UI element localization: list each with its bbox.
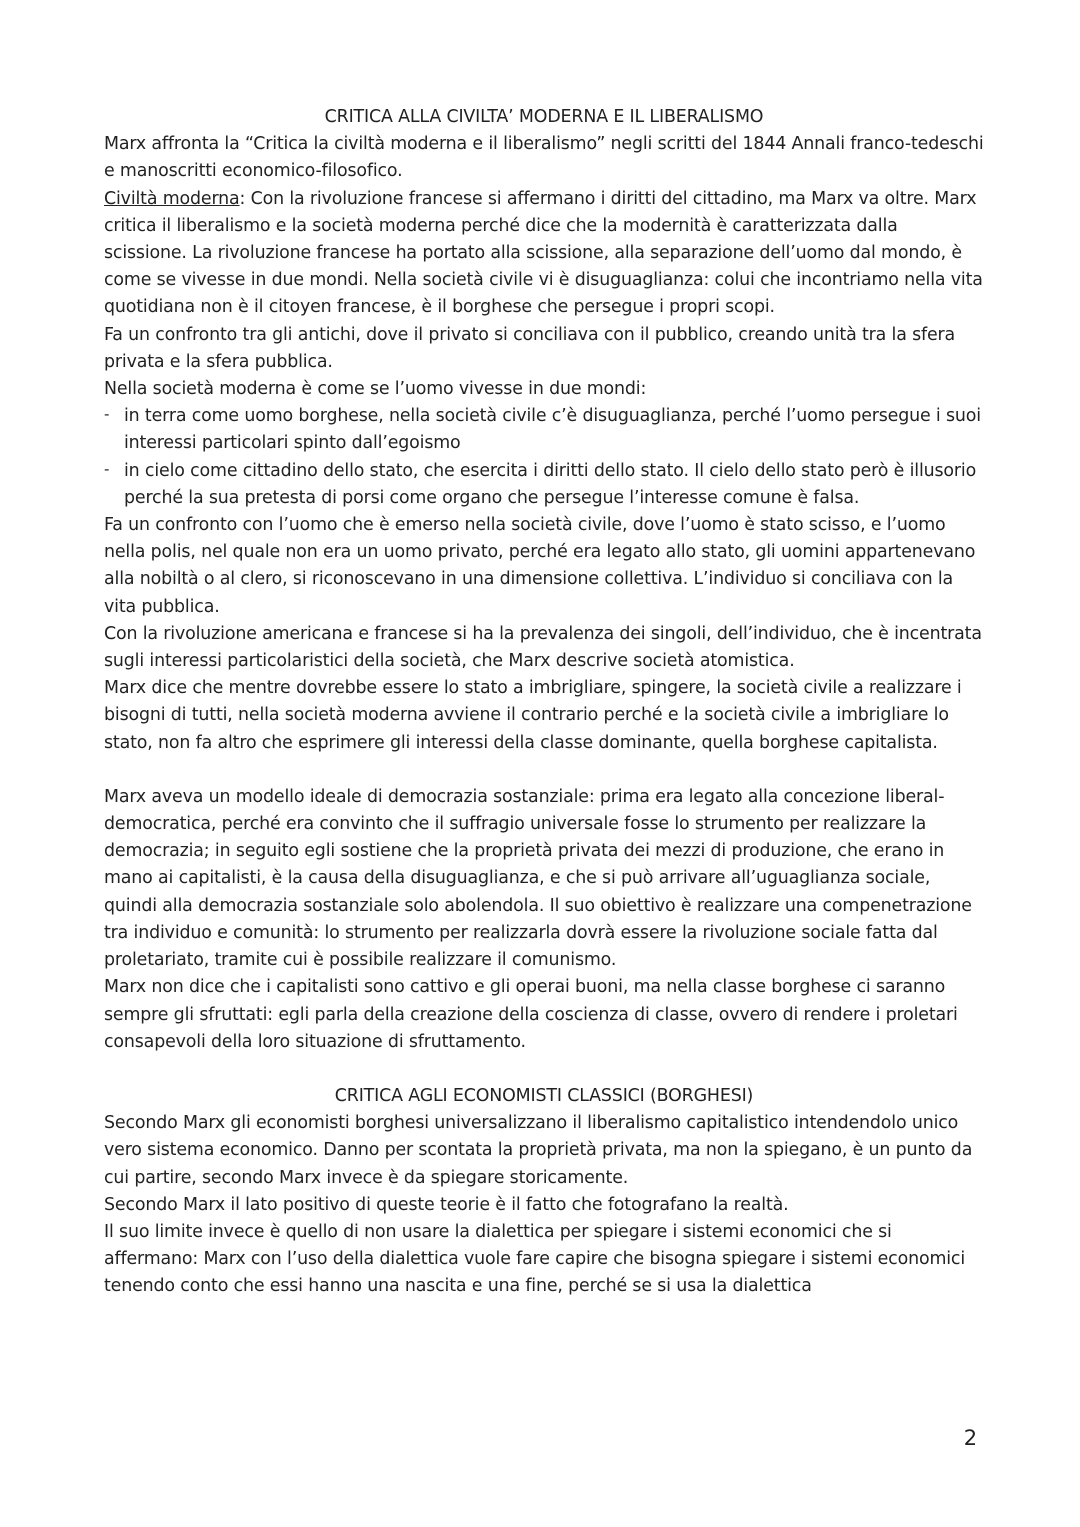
paragraph: Fa un confronto tra gli antichi, dove il privato si conciliava con il pubblico, creando unità tra la sfera privata e la sfera pubblica. — [104, 324, 956, 372]
section-title-classical-economists: CRITICA AGLI ECONOMISTI CLASSICI (BORGHESI) — [334, 1085, 754, 1106]
paragraph-text: : Con la rivoluzione francese si affermano i diritti del cittadino, ma Marx va oltre. Marx critica il liberalismo e la società moderna perché dice che la modernità è caratterizzata dalla scissione. La rivoluzione francese ha portato alla scissione, alla separazione dell’uomo dal mondo, è come se vivesse in due mondi. Nella società civile vi è disuguaglianza: colui che incontriamo nella vita quotidiana non è il citoyen francese, è il borghese che persegue i propri scopi. — [104, 188, 983, 318]
spacer — [104, 1056, 984, 1083]
paragraph: Nella società moderna è come se l’uomo vivesse in due mondi: — [104, 379, 647, 400]
spacer — [104, 757, 984, 784]
underlined-term: Civiltà moderna — [104, 188, 240, 209]
paragraph: Marx affronta la “Critica la civiltà moderna e il liberalismo” negli scritti del 1844 Annali franco-tedeschi e manoscritti economico-filosofico. — [104, 134, 984, 182]
list-item: - in terra come uomo borghese, nella società civile c’è disuguaglianza, perché l’uomo persegue i suoi interessi particolari spinto dall’egoismo — [104, 403, 984, 457]
paragraph: Marx dice che mentre dovrebbe essere lo stato a imbrigliare, spingere, la società civile a realizzare i bisogni di tutti, nella società moderna avviene il contrario perché e la società civile a imbrigliare lo stato, non fa altro che esprimere gli interessi della classe dominante, quella borghese capitalista. — [104, 678, 962, 753]
paragraph: Secondo Marx gli economisti borghesi universalizzano il liberalismo capitalistico intendendolo unico vero sistema economico. Danno per scontata la proprietà privata, ma non la spiegano, è un punto da cui partire, secondo Marx invece è da spiegare storicamente. — [104, 1113, 973, 1188]
paragraph: Con la rivoluzione americana e francese si ha la prevalenza dei singoli, dell’individuo, che è incentrata sugli interessi particolaristici della società, che Marx descrive società atomistica. — [104, 623, 982, 672]
paragraph: Il suo limite invece è quello di non usare la dialettica per spiegare i sistemi economici che si affermano: Marx con l’uso della dialettica vuole fare capire che bisogna spiegare i sistemi economici tenendo conto che essi hanno una nascita e una fine, perché se si usa la dialettica — [104, 1221, 966, 1297]
dash-list — [104, 403, 984, 512]
paragraph: Fa un confronto con l’uomo che è emerso nella società civile, dove l’uomo è stato scisso, e l’uomo nella polis, nel quale non era un uomo privato, perché era legato allo stato, gli uomini appartenevano alla nobiltà o al clero, si riconoscevano in una dimensione collettiva. L’individuo si conciliava con la vita pubblica. — [104, 515, 976, 617]
paragraph: Marx non dice che i capitalisti sono cattivo e gli operai buoni, ma nella classe borghese ci saranno sempre gli sfruttati: egli parla della creazione della coscienza di classe, ovvero di rendere i proletari consapevoli della loro situazione di sfruttamento. — [104, 977, 958, 1052]
paragraph: Secondo Marx il lato positivo di queste teorie è il fatto che fotografano la realtà. — [104, 1194, 789, 1215]
paragraph: Marx aveva un modello ideale di democrazia sostanziale: prima era legato alla concezione liberal-democratica, perché era convinto che il suffragio universale fosse lo strumento per realizzare la democrazia; in seguito egli sostiene che la proprietà privata dei mezzi di produzione, che erano in mano ai capitalisti, è la causa della disuguaglianza, e che si può arrivare all’uguaglianza sociale, quindi alla democrazia sostanziale solo abolendola. Il suo obiettivo è realizzare una compenetrazione tra individuo e comunità: lo strumento per realizzarla dovrà essere la rivoluzione sociale fatta dal proletariato, tramite cui è possibile realizzare il comunismo. — [104, 786, 972, 971]
page-number: 2 — [963, 1426, 977, 1450]
list-item: - in cielo come cittadino dello stato, che esercita i diritti dello stato. Il cielo dello stato però è illusorio perché la sua pretesta di porsi come organo che persegue l’interesse comune è falsa. — [104, 458, 984, 512]
paragraph — [104, 186, 984, 322]
section-title-modern-civilization: CRITICA ALLA CIVILTA’ MODERNA E IL LIBERALISMO — [324, 107, 764, 127]
